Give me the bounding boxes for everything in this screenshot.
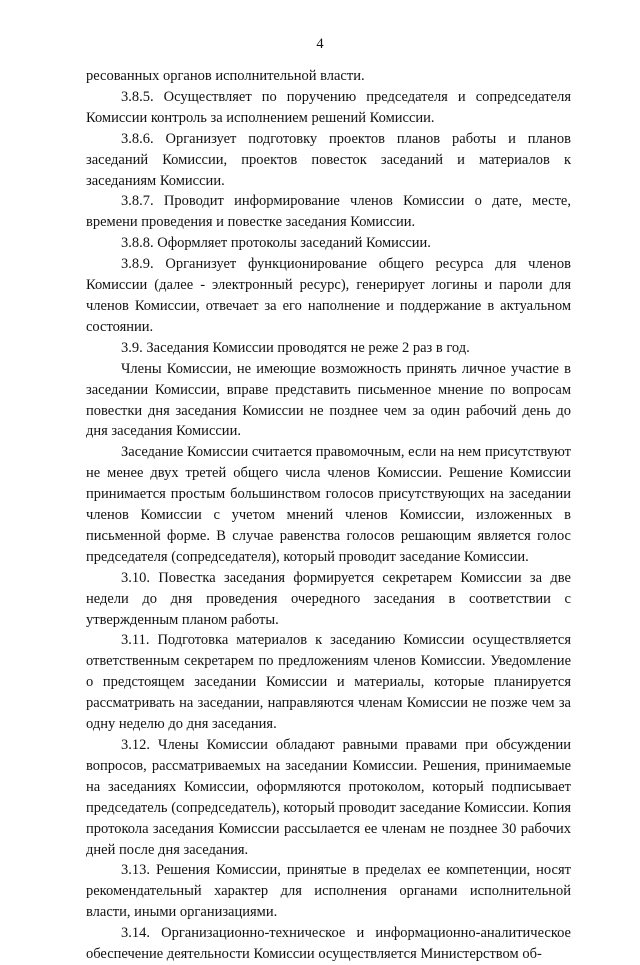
document-body (86, 66, 571, 965)
paragraph-3-9: 3.9. Заседания Комиссии проводятся не реже 2 раз в год. (121, 339, 470, 356)
page-number: 4 (316, 36, 324, 52)
paragraph-written-opinion: Члены Комиссии, не имеющие возможность принять личное участие в заседании Комиссии, вправе представить письменное мнение по вопросам повестки дня заседания Комиссии не позднее чем за один рабочий день до дня заседания Комиссии. (86, 360, 571, 440)
paragraph-3-8-9: 3.8.9. Организует функционирование общего ресурса для членов Комиссии (далее - электронный ресурс), генерирует логины и пароли для членов Комиссии, отвечает за его наполнение и поддержание в актуальном состоянии. (86, 256, 571, 335)
paragraph-3-10: 3.10. Повестка заседания формируется секретарем Комиссии за две недели до дня проведения очередного заседания в соответствии с утвержденным планом работы. (86, 569, 571, 628)
paragraph-3-8-6: 3.8.6. Организует подготовку проектов планов работы и планов заседаний Комиссии, проектов повесток заседаний и материалов к заседаниям Комиссии. (86, 130, 571, 189)
paragraph-continuation: ресованных органов исполнительной власти. (86, 68, 365, 84)
paragraph-3-8-7: 3.8.7. Проводит информирование членов Комиссии о дате, месте, времени проведения и повестке заседания Комиссии. (86, 193, 571, 231)
paragraph-quorum: Заседание Комиссии считается правомочным, если на нем присутствуют не менее двух третей общего числа членов Комиссии. Решение Комиссии принимается простым большинством голосов присутствующих на заседании членов Комиссии с учетом мнений членов Комиссии, изложенных в письменной форме. В случае равенства голосов решающим является голос председателя (сопредседателя), который проводит заседание Комиссии. (86, 444, 571, 565)
paragraph-3-11: 3.11. Подготовка материалов к заседанию Комиссии осуществляется ответственным секретарем по предложениям членов Комиссии. Уведомление о предстоящем заседании Комиссии и материалы, которые планируется рассматривать на заседании, направляются членам Комиссии не позже чем за одну неделю до дня заседания. (86, 632, 571, 733)
paragraph-3-8-8: 3.8.8. Оформляет протоколы заседаний Комиссии. (121, 235, 431, 252)
paragraph-3-14: 3.14. Организационно-техническое и информационно-аналитическое обеспечение деятельности Комиссии осуществляется Министерством об- (86, 925, 571, 963)
paragraph-3-8-5: 3.8.5. Осуществляет по поручению председателя и сопредседателя Комиссии контроль за исполнением решений Комиссии. (86, 88, 571, 126)
paragraph-3-12: 3.12. Члены Комиссии обладают равными правами при обсуждении вопросов, рассматриваемых на заседании Комиссии. Решения, принимаемые на заседаниях Комиссии, оформляются протоколом, который подписывает председатель (сопредседатель), который проводит заседание Комиссии. Копия протокола заседания Комиссии рассылается ее членам не позднее 30 рабочих дней после дня заседания. (86, 737, 571, 858)
paragraph-3-13: 3.13. Решения Комиссии, принятые в пределах ее компетенции, носят рекомендательный характер для исполнения органами исполнительной власти, иными организациями. (86, 862, 571, 921)
